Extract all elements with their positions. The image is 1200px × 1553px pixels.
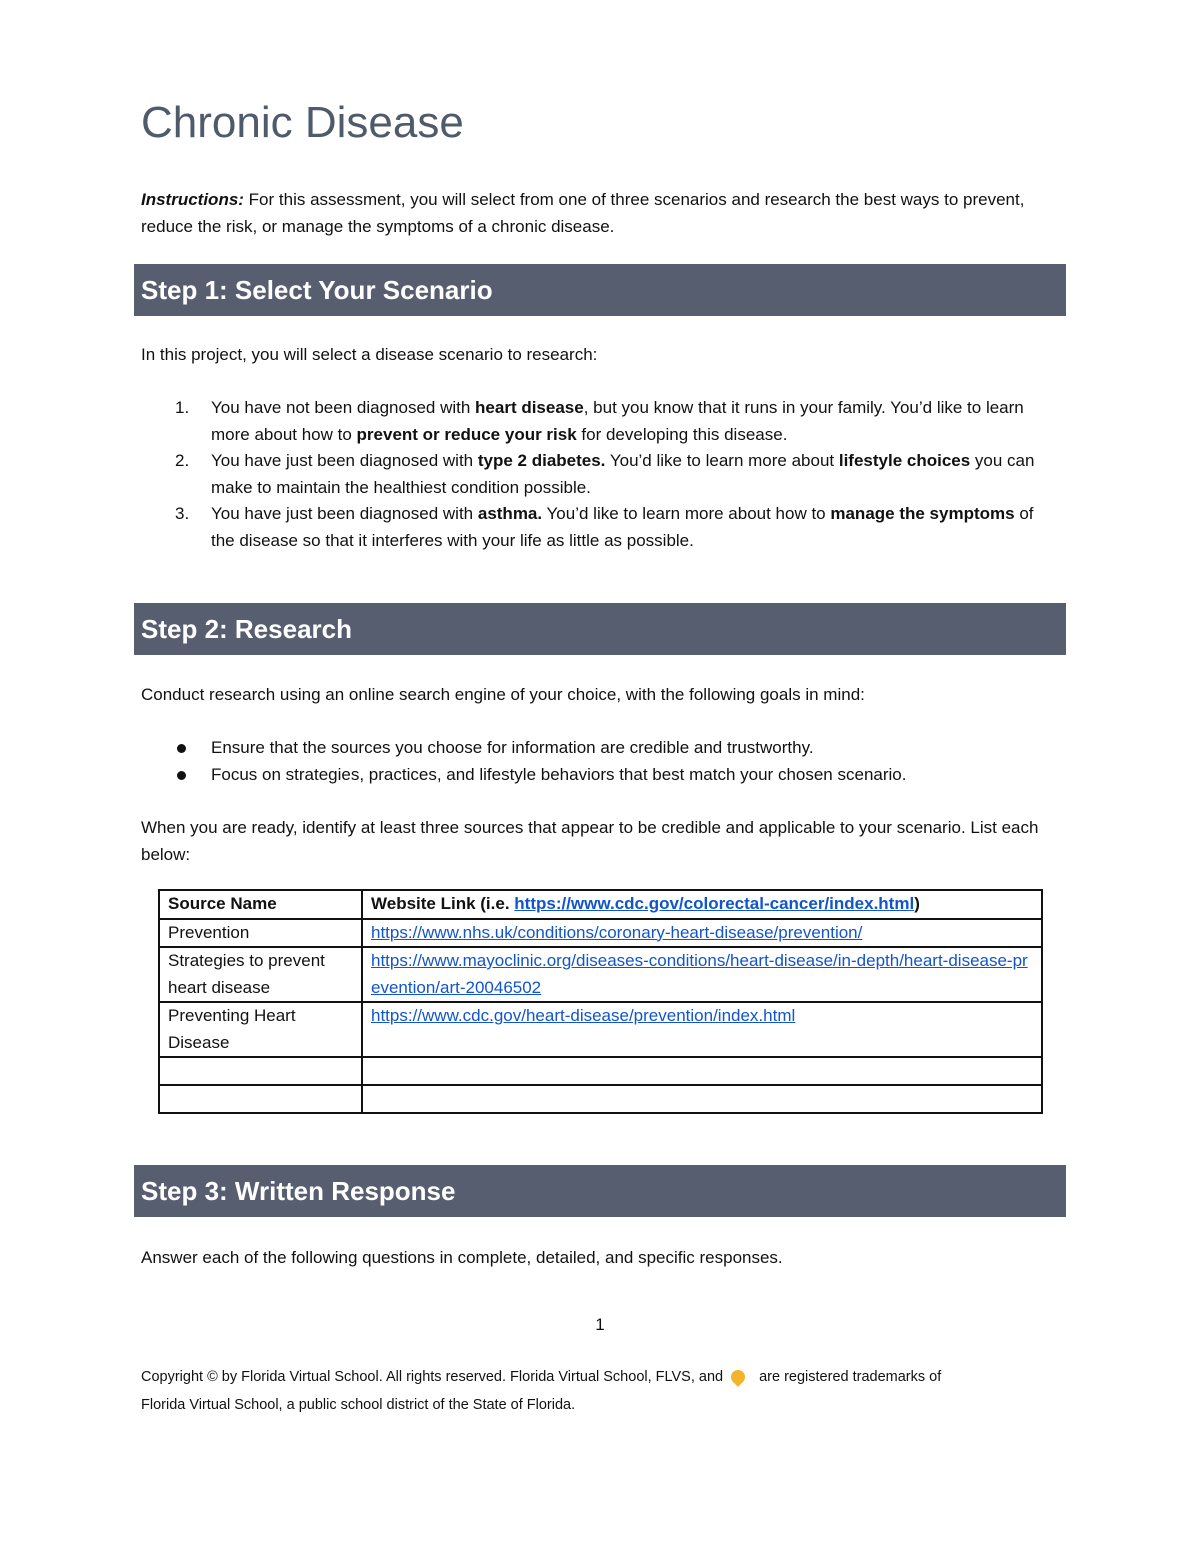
scenario-text: lifestyle choices (838, 451, 971, 470)
source-link[interactable]: https://www.cdc.gov/heart-disease/prevention/index.html (371, 1006, 796, 1025)
source-name: Prevention (159, 919, 362, 948)
scenario-item (141, 395, 1051, 448)
source-link-cell[interactable] (362, 1085, 1042, 1113)
scenario-text: of the disease so that it interferes with your life as little as possible. (211, 504, 1034, 550)
scenario-text: You have not been diagnosed with (211, 398, 476, 417)
scenario-text: You have just been diagnosed with (211, 451, 478, 470)
table-row (159, 919, 1042, 948)
step1-intro: In this project, you will select a disease scenario to research: (141, 345, 598, 364)
header-suffix: ) (914, 894, 920, 913)
header-website-link: Website Link (i.e. (371, 894, 515, 913)
scenario-item (141, 501, 1051, 554)
step2-ready: When you are ready, identify at least three sources that appear to be credible and applicable to your scenario. List each below: (141, 818, 1039, 864)
goal-item (141, 735, 1051, 762)
step1-heading: Step 1: Select Your Scenario (134, 264, 1066, 316)
goals-list (141, 735, 1051, 788)
scenario-text: manage the symptoms (830, 504, 1015, 523)
scenario-text: prevent or reduce your risk (356, 424, 577, 444)
sources-table (158, 889, 1043, 1114)
scenario-item (141, 448, 1051, 501)
source-name: Strategies to prevent heart disease (159, 947, 362, 1002)
footer (141, 1363, 1041, 1419)
flvs-logo-icon (728, 1367, 748, 1387)
scenario-text: , but you know that it runs in your family. You’d like to learn more about how to (211, 398, 1024, 444)
instructions-label: Instructions: (141, 190, 244, 209)
source-name: Preventing Heart Disease (159, 1002, 362, 1057)
instructions (141, 186, 1061, 240)
scenario-text: You have just been diagnosed with (211, 504, 478, 523)
scenario-text: for developing this disease. (576, 424, 788, 444)
goal-text: Focus on strategies, practices, and lifestyle behaviors that best match your chosen scenario. (211, 764, 907, 784)
source-link[interactable]: https://www.nhs.uk/conditions/coronary-heart-disease/prevention/ (371, 922, 863, 942)
list-number: 1. (175, 398, 190, 417)
goal-text: Ensure that the sources you choose for information are credible and trustworthy. (211, 738, 814, 757)
scenario-text: You’d like to learn more about how to (542, 504, 831, 523)
source-name[interactable] (159, 1057, 362, 1085)
table-row (159, 1057, 1042, 1085)
scenario-text: type 2 diabetes. (477, 451, 606, 470)
scenario-text: asthma. (477, 504, 543, 523)
instructions-text: For this assessment, you will select from one of three scenarios and research the best ways to prevent, reduce the risk, or manage the symptoms of a chronic disease. (141, 190, 1025, 236)
table-row (159, 1002, 1042, 1057)
header-source-name: Source Name (168, 894, 277, 913)
scenario-text: You’d like to learn more about (605, 451, 839, 470)
bullet-icon (177, 744, 186, 753)
example-link[interactable]: https://www.cdc.gov/colorectal-cancer/index.html (514, 894, 915, 913)
step2-intro: Conduct research using an online search engine of your choice, with the following goals in mind: (141, 685, 865, 704)
goal-item (141, 762, 1051, 789)
table-row (159, 1085, 1042, 1113)
source-link-cell[interactable] (362, 1057, 1042, 1085)
scenario-text: you can make to maintain the healthiest condition possible. (211, 451, 1035, 497)
table-row (159, 947, 1042, 1002)
step3-heading: Step 3: Written Response (134, 1165, 1066, 1217)
footer-line2: Florida Virtual School, a public school district of the State of Florida. (141, 1397, 576, 1413)
footer-copyright: Copyright © by Florida Virtual School. All rights reserved. Florida Virtual School, FLVS, and (141, 1369, 724, 1385)
bullet-icon (177, 771, 186, 780)
list-number: 2. (175, 451, 190, 470)
source-link[interactable]: https://www.mayoclinic.org/diseases-conditions/heart-disease/in-depth/heart-disease-prevention/art-20046502 (371, 951, 1028, 997)
table-header-row (159, 890, 1042, 919)
page-title: Chronic Disease (141, 98, 464, 147)
list-number: 3. (175, 504, 190, 523)
footer-trademark: are registered trademarks of (759, 1369, 942, 1385)
scenario-text: heart disease (475, 398, 584, 417)
scenario-list (141, 395, 1051, 554)
step2-heading: Step 2: Research (134, 603, 1066, 655)
source-name[interactable] (159, 1085, 362, 1113)
page-number: 1 (595, 1315, 605, 1334)
step3-intro: Answer each of the following questions in complete, detailed, and specific responses. (141, 1248, 783, 1267)
